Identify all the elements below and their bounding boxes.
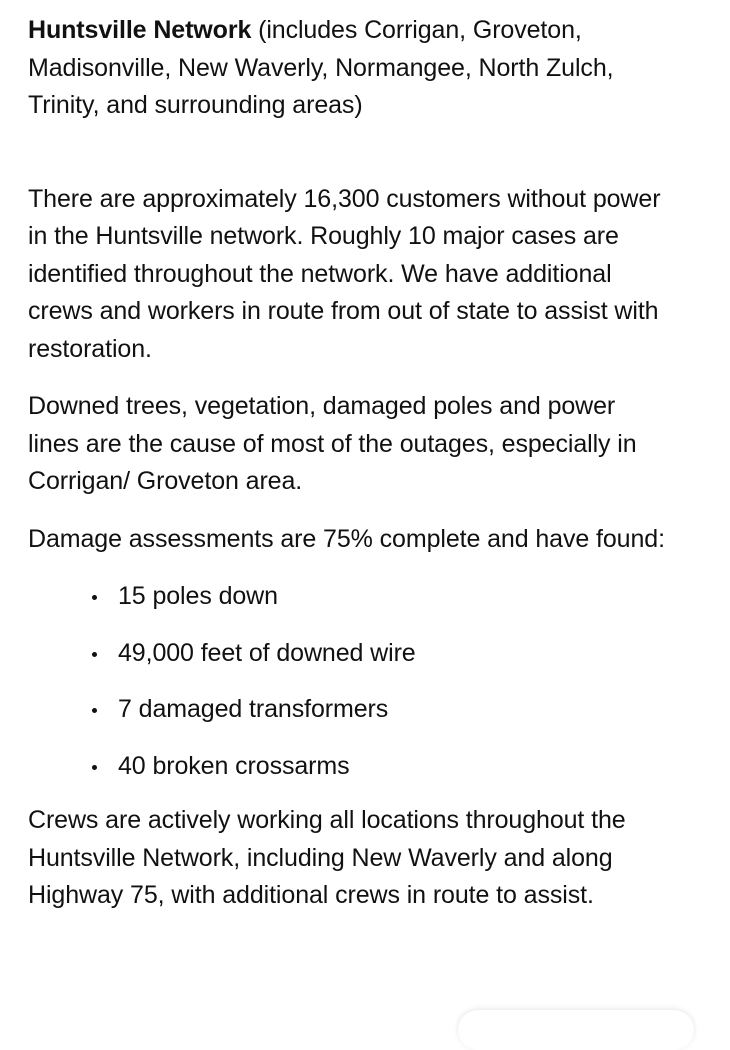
bullet-icon — [92, 595, 97, 600]
list-item-text: 15 poles down — [118, 582, 278, 610]
crew-status-paragraph: Crews are actively working all locations throughout the Huntsville Network, including New Waverly and along Highway 75, with additional crews in route to assist. — [28, 806, 626, 909]
network-areas: (includes Corrigan, Groveton, Madisonville, New Waverly, Normangee, North Zulch, Trinity, and surrounding areas) — [28, 16, 614, 119]
list-item — [28, 691, 668, 729]
network-heading-paragraph — [28, 12, 668, 125]
damage-list — [28, 578, 668, 785]
bullet-icon — [92, 708, 97, 713]
bullet-icon — [92, 652, 97, 657]
network-title: Huntsville Network — [28, 16, 252, 44]
list-item — [28, 635, 668, 673]
outage-summary-paragraph: There are approximately 16,300 customers without power in the Huntsville network. Roughly 10 major cases are identified throughout the network. We have additional crews and workers in route from out of state to assist with restoration. — [28, 184, 661, 363]
list-item — [28, 578, 668, 616]
damage-assessment-paragraph: Damage assessments are 75% complete and have found: — [28, 524, 665, 553]
list-item-text: 49,000 feet of downed wire — [118, 638, 416, 667]
bottom-toolbar-edge[interactable] — [458, 1010, 694, 1050]
list-item-text: 7 damaged transformers — [118, 695, 389, 723]
outage-cause-paragraph: Downed trees, vegetation, damaged poles and power lines are the cause of most of the outages, especially in Corrigan/ Groveton area. — [28, 392, 637, 495]
list-item-text: 40 broken crossarms — [118, 751, 350, 780]
bullet-icon — [92, 765, 97, 770]
article-body — [28, 12, 668, 915]
list-item — [28, 748, 668, 786]
